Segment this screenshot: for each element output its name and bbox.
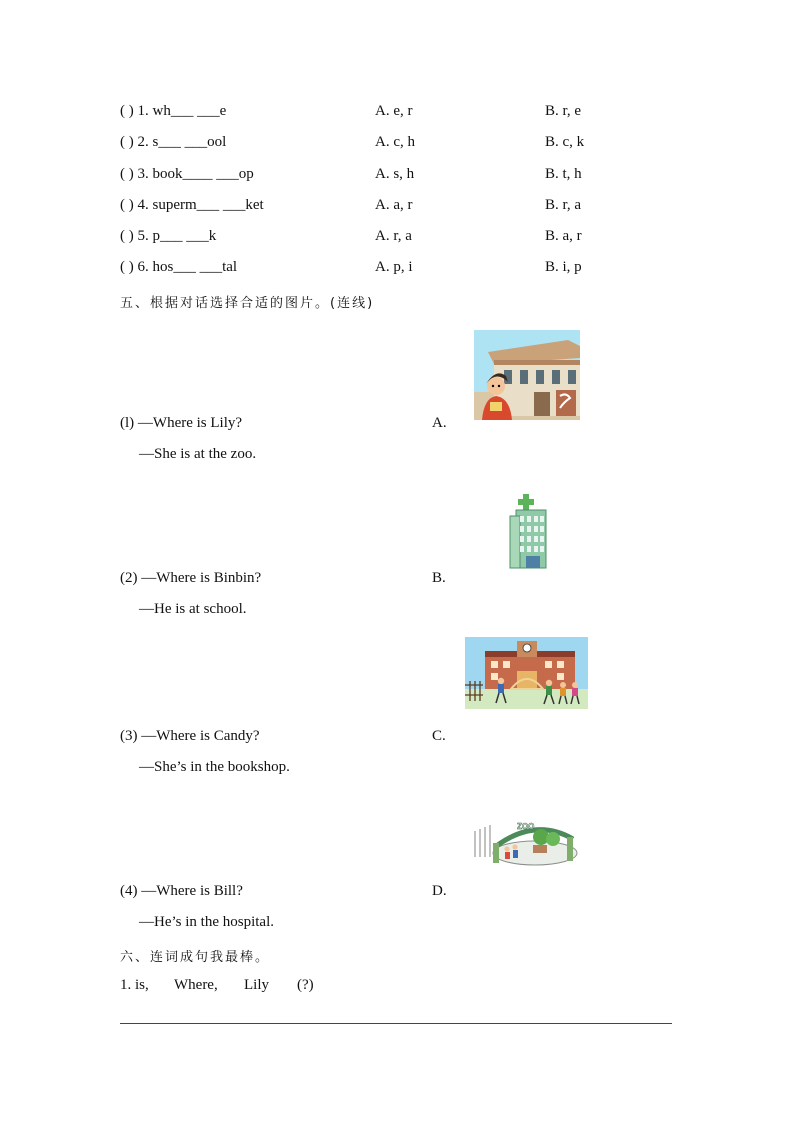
question-1: ( ) 1. wh___ ___e xyxy=(120,103,227,119)
dialog-2-question: (2) —Where is Binbin? xyxy=(120,570,262,586)
reorder-item-1-number: 1. is, xyxy=(120,977,149,993)
question-4: ( ) 4. superm___ ___ket xyxy=(120,197,264,213)
question-6: ( ) 6. hos___ ___tal xyxy=(120,259,238,275)
dialog-4-question: (4) —Where is Bill? xyxy=(120,883,243,899)
reorder-item-1-word-where: Where, xyxy=(174,977,218,993)
option-b-1: B. r, e xyxy=(545,103,582,119)
school-picture xyxy=(465,637,588,709)
dialog-3-question: (3) —Where is Candy? xyxy=(120,728,260,744)
bookshop-picture xyxy=(474,330,580,420)
zoo-sign-text: ZOO xyxy=(517,822,535,831)
option-label-d: D. xyxy=(432,883,447,899)
option-b-2: B. c, k xyxy=(545,134,585,150)
option-a-2: A. c, h xyxy=(375,134,415,150)
option-a-4: A. a, r xyxy=(375,197,413,213)
section-6-heading: 六、连词成句我最棒。 xyxy=(120,950,271,965)
reorder-item-1-punctuation: (?) xyxy=(297,977,314,993)
question-5: ( ) 5. p___ ___k xyxy=(120,228,217,244)
option-b-5: B. a, r xyxy=(545,228,582,244)
hospital-picture xyxy=(506,492,550,570)
question-2: ( ) 2. s___ ___ool xyxy=(120,134,227,150)
option-b-6: B. i, p xyxy=(545,259,582,275)
option-label-b: B. xyxy=(432,570,446,586)
dialog-3-answer: —She’s in the bookshop. xyxy=(139,759,290,775)
option-a-3: A. s, h xyxy=(375,166,415,182)
reorder-item-1-word-lily: Lily xyxy=(244,977,269,993)
answer-line[interactable] xyxy=(120,1023,672,1024)
option-label-c: C. xyxy=(432,728,446,744)
option-b-3: B. t, h xyxy=(545,166,582,182)
option-label-a: A. xyxy=(432,415,447,431)
dialog-1-question: (l) —Where is Lily? xyxy=(120,415,243,431)
dialog-2-answer: —He is at school. xyxy=(139,601,247,617)
dialog-4-answer: —He’s in the hospital. xyxy=(139,914,274,930)
zoo-picture xyxy=(473,815,581,869)
option-a-1: A. e, r xyxy=(375,103,413,119)
option-a-6: A. p, i xyxy=(375,259,413,275)
option-b-4: B. r, a xyxy=(545,197,582,213)
section-5-heading: 五、根据对话选择合适的图片。(连线) xyxy=(120,296,375,311)
dialog-1-answer: —She is at the zoo. xyxy=(139,446,257,462)
option-a-5: A. r, a xyxy=(375,228,412,244)
question-3: ( ) 3. book____ ___op xyxy=(120,166,254,182)
